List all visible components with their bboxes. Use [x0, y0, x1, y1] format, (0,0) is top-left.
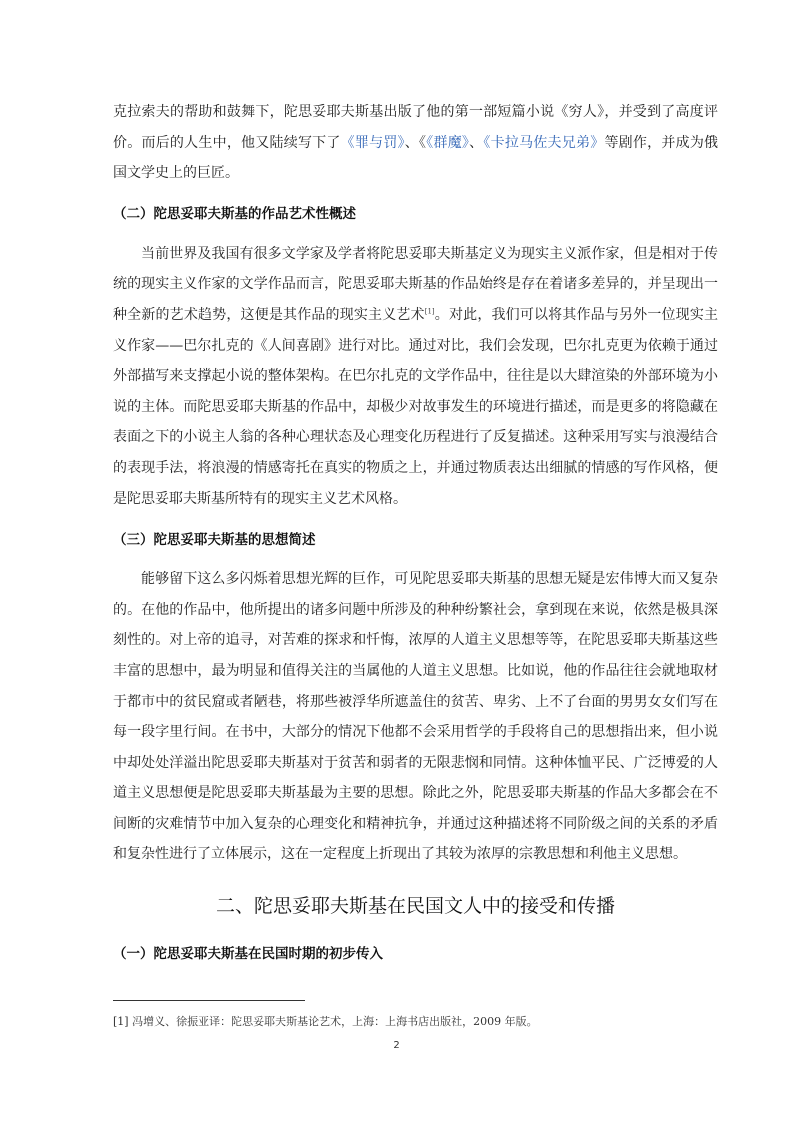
section-heading-thought: （三）陀思妥耶夫斯基的思想简述: [113, 532, 316, 549]
paragraph-text: 、《: [404, 134, 427, 151]
link-crime-and-punishment[interactable]: 《罪与罚》: [340, 134, 405, 151]
footnote-reference[interactable]: [1]: [424, 307, 435, 316]
paragraph-text: 等剧作，并成为俄国文学史上的巨匠。: [113, 134, 719, 182]
paragraph-text: 、: [469, 134, 484, 151]
section-heading-artistry: （二）陀思妥耶夫斯基的作品艺术性概述: [113, 205, 356, 222]
paragraph-artistry: [113, 239, 718, 514]
page-content: [113, 97, 718, 964]
link-brothers-karamazov[interactable]: 《卡拉马佐夫兄弟》: [483, 134, 605, 151]
section-heading-introduction: （一）陀思妥耶夫斯基在民国时期的初步传入: [113, 946, 383, 963]
paragraph-text: 。对此，我们可以将其作品与另外一位现实主义作家——巴尔扎克的《人间喜剧》进行对比。通过对比，我们会发现，巴尔扎克更为依赖于通过外部描写来支撑起小说的整体架构。在巴尔扎克的文学作品中，往往是以大肆渲染的外部环境为小说的主体。而陀思妥耶夫斯基的作品中，却极少对故事发生的环境进行描述，而是更多的将隐藏在表面之下的小说主人翁的各种心理状态及心理变化历程进行了反复描述。这种采用写实与浪漫结合的表现手法，将浪漫的情感寄托在真实的物质之上，并通过物质表达出细腻的情感的写作风格，便是陀思妥耶夫斯基所特有的现实主义艺术风格。: [113, 306, 719, 507]
paragraph-text: 当前世界及我国有很多文学家及学者将陀思妥耶夫斯基定义为现实主义派作家，但是相对于传统的现实主义作家的文学作品而言，陀思妥耶夫斯基的作品始终是存在着诸多差异的，并呈现出一种全新的艺术趋势，这便是其作品的现实主义艺术: [113, 245, 718, 323]
paragraph-text: 克拉索夫的帮助和鼓舞下，陀思妥耶夫斯基出版了他的第一部短篇小说《穷人》，并受到了高度评价。而后的人生中，他又陆续写下了: [113, 104, 718, 151]
paragraph-intro: [113, 97, 718, 189]
paragraph-thought: 能够留下这么多闪烁着思想光辉的巨作，可见陀思妥耶夫斯基的思想无疑是宏伟博大而又复杂的。在他的作品中，他所提出的诸多问题中所涉及的种种纷繁社会，拿到现在来说，依然是极具深刻性的。对上帝的追寻，对苦难的探求和忏悔，浓厚的人道主义思想等等，在陀思妥耶夫斯基这些丰富的思想中，最为明显和值得关注的当属他的人道主义思想。比如说，他的作品往往会就地取材于都市中的贫民窟或者陋巷，将那些被浮华所遮盖住的贫苦、卑劣、上不了台面的男男女女们写在每一段字里行间。在书中，大部分的情况下他都不会采用哲学的手段将自己的思想指出来，但小说中却处处洋溢出陀思妥耶夫斯基对于贫苦和弱者的无限悲悯和同情。这种体恤平民、广泛博爱的人道主义思想便是陀思妥耶夫斯基最为主要的思想。除此之外，陀思妥耶夫斯基的作品大多都会在不间断的灾难情节中加入复杂的心理变化和精神抗争，并通过这种描述将不同阶级之间的关系的矛盾和复杂性进行了立体展示，这在一定程度上折现出了其较为浓厚的宗教思想和利他主义思想。: [113, 571, 718, 863]
chapter-heading: 二、陀思妥耶夫斯基在民国文人中的接受和传播: [215, 895, 615, 918]
footnote: [1] 冯增义、徐振亚译：陀思妥耶夫斯基论艺术，上海：上海书店出版社，2009 年版。: [113, 1015, 538, 1028]
footnote-divider: [113, 1000, 305, 1001]
page-number: 2: [393, 1040, 400, 1051]
link-demons[interactable]: 《群魔》: [426, 134, 470, 151]
